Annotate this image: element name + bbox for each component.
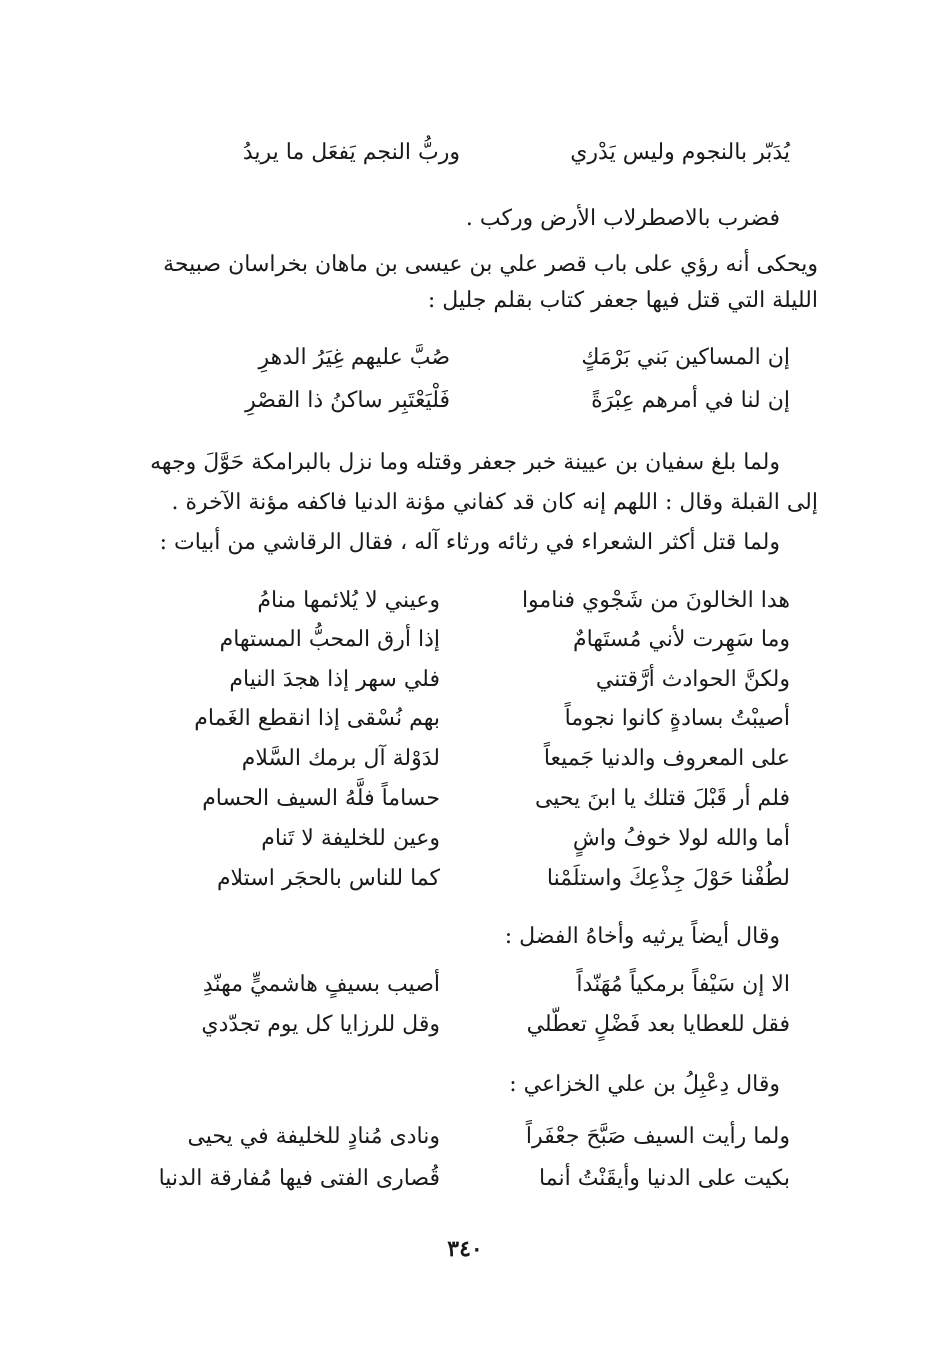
- verse-first-hemistich: أما والله لولا خوفُ واشٍ: [572, 826, 790, 851]
- verse-second-hemistich: كما للناس بالحجَر استلام: [216, 866, 440, 891]
- verse-first-hemistich: الا إن سَيْفاً برمكياً مُهَنّداً: [576, 972, 790, 997]
- prose-line: الليلة التي قتل فيها جعفر كتاب بقلم جليل :: [427, 288, 818, 313]
- prose-line: إلى القبلة وقال : اللهم إنه كان قد كفاني مؤنة الدنيا فاكفه مؤنة الآخرة .: [171, 490, 818, 515]
- verse-row: [0, 866, 930, 906]
- verse-first-hemistich: فقل للعطايا بعد فَضْلٍ تعطّلي: [526, 1012, 790, 1037]
- verse-first-hemistich: إن المساكين بَني بَرْمَكٍ: [581, 345, 790, 370]
- verse-first-hemistich: أصيبْتُ بسادةٍ كانوا نجوماً: [564, 706, 790, 731]
- verse-second-hemistich: صُبَّ عليهم غِيَرُ الدهرِ: [258, 345, 450, 370]
- verse-row: [0, 1166, 930, 1206]
- verse-row: [0, 1124, 930, 1164]
- verse-row: [0, 746, 930, 786]
- verse-second-hemistich: أصيب بسيفٍ هاشميٍّ مهنّدِ: [202, 972, 440, 997]
- verse-first-hemistich: ولما رأيت السيف صَبَّحَ جعْفَراً: [525, 1124, 790, 1149]
- verse-second-hemistich: لدَوْلة آل برمك السَّلام: [241, 746, 440, 771]
- verse-first-hemistich: ولكنَّ الحوادث أرَّقتني: [595, 667, 790, 692]
- verse-first-hemistich: على المعروف والدنيا جَميعاً: [543, 746, 790, 771]
- verse-second-hemistich: إذا أرق المحبُّ المستهام: [219, 627, 440, 652]
- verse-row: [0, 667, 930, 707]
- verse-first-hemistich: فلم أر قَبْلَ قتلك يا ابنَ يحيى: [534, 786, 790, 811]
- prose-line: ولما بلغ سفيان بن عيينة خبر جعفر وقتله وما نزل بالبرامكة حَوَّلَ وجهه: [150, 450, 780, 475]
- verse-second-hemistich: فَلْيَعْتَبِر ساكنُ ذا القصْرِ: [245, 388, 450, 413]
- verse-row: [0, 140, 930, 180]
- verse-row: [0, 388, 930, 428]
- verse-row: [0, 706, 930, 746]
- verse-second-hemistich: وعيني لا يُلائمها منامُ: [257, 588, 440, 613]
- prose-line: ولما قتل أكثر الشعراء في رثائه ورثاء آله ، فقال الرقاشي من أبيات :: [159, 530, 780, 555]
- verse-first-hemistich: يُدَبّر بالنجوم وليس يَدْري: [570, 140, 790, 165]
- verse-first-hemistich: بكيت على الدنيا وأيقَنْتُ أنما: [539, 1166, 790, 1191]
- verse-second-hemistich: بهم نُسْقى إذا انقطع الغَمام: [194, 706, 440, 731]
- verse-row: [0, 588, 930, 628]
- verse-row: [0, 1012, 930, 1052]
- verse-second-hemistich: حساماً فلَّهُ السيف الحسام: [202, 786, 440, 811]
- verse-second-hemistich: وعين للخليفة لا تَنام: [261, 826, 440, 851]
- verse-first-hemistich: إن لنا في أمرهم عِبْرَةً: [591, 388, 790, 413]
- verse-first-hemistich: لطُفْنا حَوْلَ جِذْعِكَ واستلَمْنا: [546, 866, 790, 891]
- verse-first-hemistich: وما سَهِرت لأني مُستَهامٌ: [572, 627, 790, 652]
- prose-line: فضرب بالاصطرلاب الأرض وركب .: [465, 206, 780, 231]
- verse-first-hemistich: هدا الخالونَ من شَجْوي فناموا: [521, 588, 790, 613]
- verse-second-hemistich: وقل للرزايا كل يوم تجدّدي: [201, 1012, 440, 1037]
- prose-line: وقال دِعْبِلُ بن علي الخزاعي :: [509, 1072, 780, 1097]
- verse-row: [0, 345, 930, 385]
- prose-line: ويحكى أنه رؤي على باب قصر علي بن عيسى بن ماهان بخراسان صبيحة: [163, 252, 818, 277]
- verse-second-hemistich: قُصارى الفتى فيها مُفارقة الدنيا: [158, 1166, 440, 1191]
- verse-second-hemistich: ونادى مُنادٍ للخليفة في يحيى: [187, 1124, 440, 1149]
- prose-line: وقال أيضاً يرثيه وأخاهُ الفضل :: [504, 924, 780, 949]
- verse-second-hemistich: وربُّ النجم يَفعَل ما يريدُ: [242, 140, 460, 165]
- verse-row: [0, 972, 930, 1012]
- verse-row: [0, 627, 930, 667]
- verse-row: [0, 786, 930, 826]
- verse-row: [0, 826, 930, 866]
- verse-second-hemistich: فلي سهر إذا هجدَ النيام: [229, 667, 440, 692]
- page-number: ٣٤٠: [447, 1236, 483, 1262]
